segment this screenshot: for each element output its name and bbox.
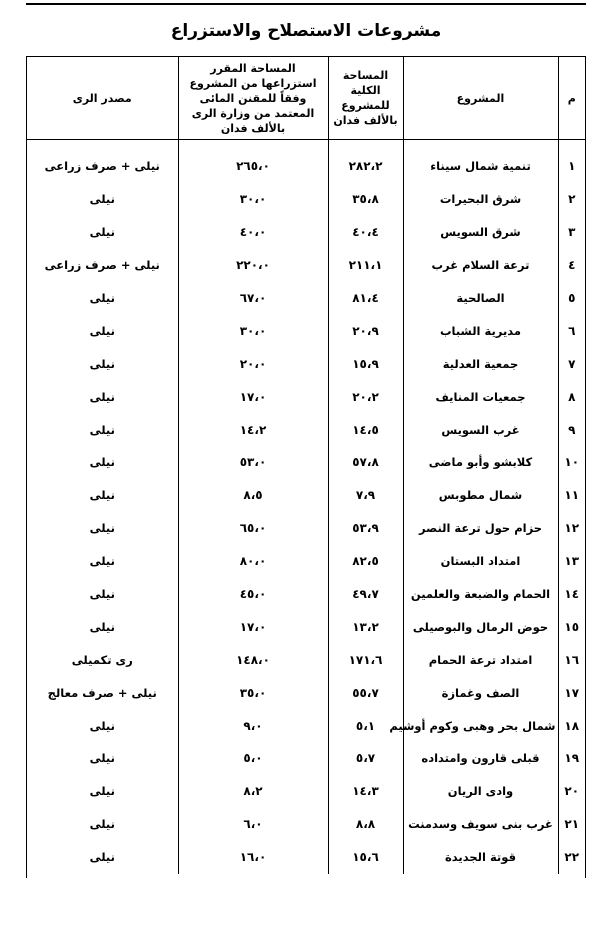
row-total-area: ٢٠،٩ (328, 314, 403, 347)
row-total-area: ٧،٩ (328, 479, 403, 512)
row-irrigation-source: نيلى (27, 841, 178, 874)
row-number: ١٢ (564, 521, 580, 536)
row-irrigation-source: نيلى + صرف زراعى (27, 249, 178, 282)
table-row (27, 676, 585, 709)
row-planned-area: ٨٠،٠ (178, 545, 328, 578)
row-irrigation-source: نيلى (27, 709, 178, 742)
row-project-name: امتداد البستان (403, 545, 558, 578)
row-irrigation-source: نيلى (27, 216, 178, 249)
row-planned-area: ٢٦٥،٠ (178, 150, 328, 183)
row-total-area: ٣٥،٨ (328, 183, 403, 216)
row-total-area: ٨،٨ (328, 808, 403, 841)
row-planned-area: ٦،٠ (178, 808, 328, 841)
row-number: ١٣ (564, 554, 580, 569)
row-total-area: ٥،١ (328, 709, 403, 742)
table-row (27, 380, 585, 413)
row-irrigation-source: نيلى (27, 742, 178, 775)
row-project-name: قبلى قارون وامتداده (403, 742, 558, 775)
header-project: المشروع (403, 57, 558, 140)
table-header-row (27, 57, 585, 140)
row-irrigation-source: نيلى (27, 545, 178, 578)
row-number: ٢٠ (564, 784, 580, 799)
row-total-area: ٤٩،٧ (328, 578, 403, 611)
row-irrigation-source: نيلى (27, 512, 178, 545)
row-planned-area: ١٤٨،٠ (178, 643, 328, 676)
row-total-area: ١٤،٣ (328, 775, 403, 808)
row-total-area: ٥٥،٧ (328, 676, 403, 709)
row-project-name: مديرية الشباب (403, 314, 558, 347)
row-planned-area: ٤٠،٠ (178, 216, 328, 249)
row-number: ١٨ (564, 718, 580, 733)
row-project-name: قوتة الجديدة (403, 841, 558, 874)
table-row (27, 347, 585, 380)
row-planned-area: ٥٣،٠ (178, 446, 328, 479)
row-planned-area: ٦٧،٠ (178, 282, 328, 315)
row-project-name: كلابشو وأبو ماضى (403, 446, 558, 479)
table-row (27, 183, 585, 216)
projects-table-frame (26, 56, 586, 878)
row-project-name: شرق السويس (403, 216, 558, 249)
row-number: ١٠ (564, 455, 580, 470)
table-row (27, 610, 585, 643)
spacer-row (27, 140, 585, 151)
row-total-area: ١٥،٦ (328, 841, 403, 874)
table-row (27, 249, 585, 282)
row-project-name: الصالحية (403, 282, 558, 315)
table-row (27, 446, 585, 479)
row-project-name: الحمام والضبعة والعلمين (403, 578, 558, 611)
row-irrigation-source: نيلى (27, 380, 178, 413)
row-total-area: ١٥،٩ (328, 347, 403, 380)
row-number: ٣ (568, 225, 576, 240)
row-project-name: غرب بنى سويف وسدمنت (403, 808, 558, 841)
row-total-area: ٨٢،٥ (328, 545, 403, 578)
row-project-name: غرب السويس (403, 413, 558, 446)
row-planned-area: ١٦،٠ (178, 841, 328, 874)
row-planned-area: ٨،٢ (178, 775, 328, 808)
row-number: ١٧ (564, 685, 580, 700)
row-irrigation-source: نيلى (27, 446, 178, 479)
row-planned-area: ٨،٥ (178, 479, 328, 512)
row-number: ١٤ (564, 587, 580, 602)
row-irrigation-source: نيلى (27, 479, 178, 512)
header-planned-area: المساحة المقرر استزراعها من المشروع وفقاً للمقنن المائى المعتمد من وزارة الرى بالألف فدان (178, 57, 328, 140)
table-row (27, 643, 585, 676)
row-project-name: حزام حول ترعة النصر (403, 512, 558, 545)
table-row (27, 479, 585, 512)
top-rule (26, 3, 586, 5)
table-row (27, 413, 585, 446)
row-number: ٩ (568, 422, 576, 437)
row-number: ١ (568, 159, 576, 174)
row-project-name: شرق البحيرات (403, 183, 558, 216)
document-title: مشروعات الاستصلاح والاستزراع (170, 21, 442, 41)
row-irrigation-source: نيلى (27, 775, 178, 808)
row-project-name: شمال مطوبس (403, 479, 558, 512)
row-irrigation-source: نيلى (27, 578, 178, 611)
row-total-area: ٢١١،١ (328, 249, 403, 282)
table-row (27, 545, 585, 578)
row-planned-area: ٣٠،٠ (178, 183, 328, 216)
row-total-area: ٢٨٢،٢ (328, 150, 403, 183)
row-number: ١٩ (564, 751, 580, 766)
row-number: ١٦ (564, 652, 580, 667)
row-project-name: حوض الرمال والبوصيلى (403, 610, 558, 643)
header-irrigation-source: مصدر الرى (27, 57, 178, 140)
table-body (27, 140, 585, 874)
row-number: ٥ (568, 291, 576, 305)
row-planned-area: ٢٠،٠ (178, 347, 328, 380)
row-project-name: امتداد ترعة الحمام (403, 643, 558, 676)
table-row (27, 282, 585, 315)
row-planned-area: ٦٥،٠ (178, 512, 328, 545)
row-total-area: ٨١،٤ (328, 282, 403, 315)
row-project-name: شمال بحر وهبى وكوم أوشيم (403, 709, 558, 742)
table-row (27, 512, 585, 545)
row-planned-area: ١٧،٠ (178, 610, 328, 643)
row-number: ١١ (564, 488, 580, 503)
row-irrigation-source: نيلى (27, 413, 178, 446)
row-project-name: وادى الريان (403, 775, 558, 808)
row-total-area: ٥،٧ (328, 742, 403, 775)
row-irrigation-source: نيلى (27, 314, 178, 347)
row-planned-area: ٤٥،٠ (178, 578, 328, 611)
table-row (27, 216, 585, 249)
row-total-area: ٤٠،٤ (328, 216, 403, 249)
row-planned-area: ٢٢٠،٠ (178, 249, 328, 282)
table-row (27, 808, 585, 841)
row-number: ٤ (568, 258, 576, 273)
row-project-name: الصف وغمازة (403, 676, 558, 709)
row-total-area: ١٤،٥ (328, 413, 403, 446)
table-row (27, 150, 585, 183)
row-project-name: جمعية العدلية (403, 347, 558, 380)
table-row (27, 578, 585, 611)
row-planned-area: ٩،٠ (178, 709, 328, 742)
header-total-area: المساحة الكلية للمشروع بالألف فدان (328, 57, 403, 140)
row-number: ٢ (568, 192, 576, 207)
table-row (27, 775, 585, 808)
row-irrigation-source: نيلى + صرف زراعى (27, 150, 178, 183)
row-number: ٦ (568, 323, 576, 338)
table-row (27, 841, 585, 874)
row-project-name: تنمية شمال سيناء (403, 150, 558, 183)
row-irrigation-source: نيلى (27, 282, 178, 315)
row-project-name: جمعيات المنايف (403, 380, 558, 413)
row-number: ٧ (568, 356, 576, 371)
projects-table (27, 57, 585, 874)
row-number: ٢٢ (564, 850, 580, 865)
row-total-area: ٥٣،٩ (328, 512, 403, 545)
row-total-area: ١٣،٢ (328, 610, 403, 643)
table-row (27, 314, 585, 347)
row-irrigation-source: نيلى (27, 183, 178, 216)
row-irrigation-source: رى تكميلى (27, 643, 178, 676)
row-planned-area: ٥،٠ (178, 742, 328, 775)
row-project-name: ترعة السلام غرب (403, 249, 558, 282)
row-total-area: ٢٠،٢ (328, 380, 403, 413)
row-planned-area: ١٤،٢ (178, 413, 328, 446)
row-irrigation-source: نيلى (27, 610, 178, 643)
row-number: ٨ (568, 389, 576, 404)
header-num: م (558, 57, 585, 140)
row-planned-area: ١٧،٠ (178, 380, 328, 413)
row-number: ٢١ (564, 817, 580, 832)
row-planned-area: ٣٥،٠ (178, 676, 328, 709)
row-irrigation-source: نيلى (27, 808, 178, 841)
row-total-area: ١٧١،٦ (328, 643, 403, 676)
row-irrigation-source: نيلى + صرف معالج (27, 676, 178, 709)
row-number: ١٥ (564, 619, 580, 634)
table-row (27, 709, 585, 742)
row-irrigation-source: نيلى (27, 347, 178, 380)
row-total-area: ٥٧،٨ (328, 446, 403, 479)
row-planned-area: ٣٠،٠ (178, 314, 328, 347)
table-row (27, 742, 585, 775)
